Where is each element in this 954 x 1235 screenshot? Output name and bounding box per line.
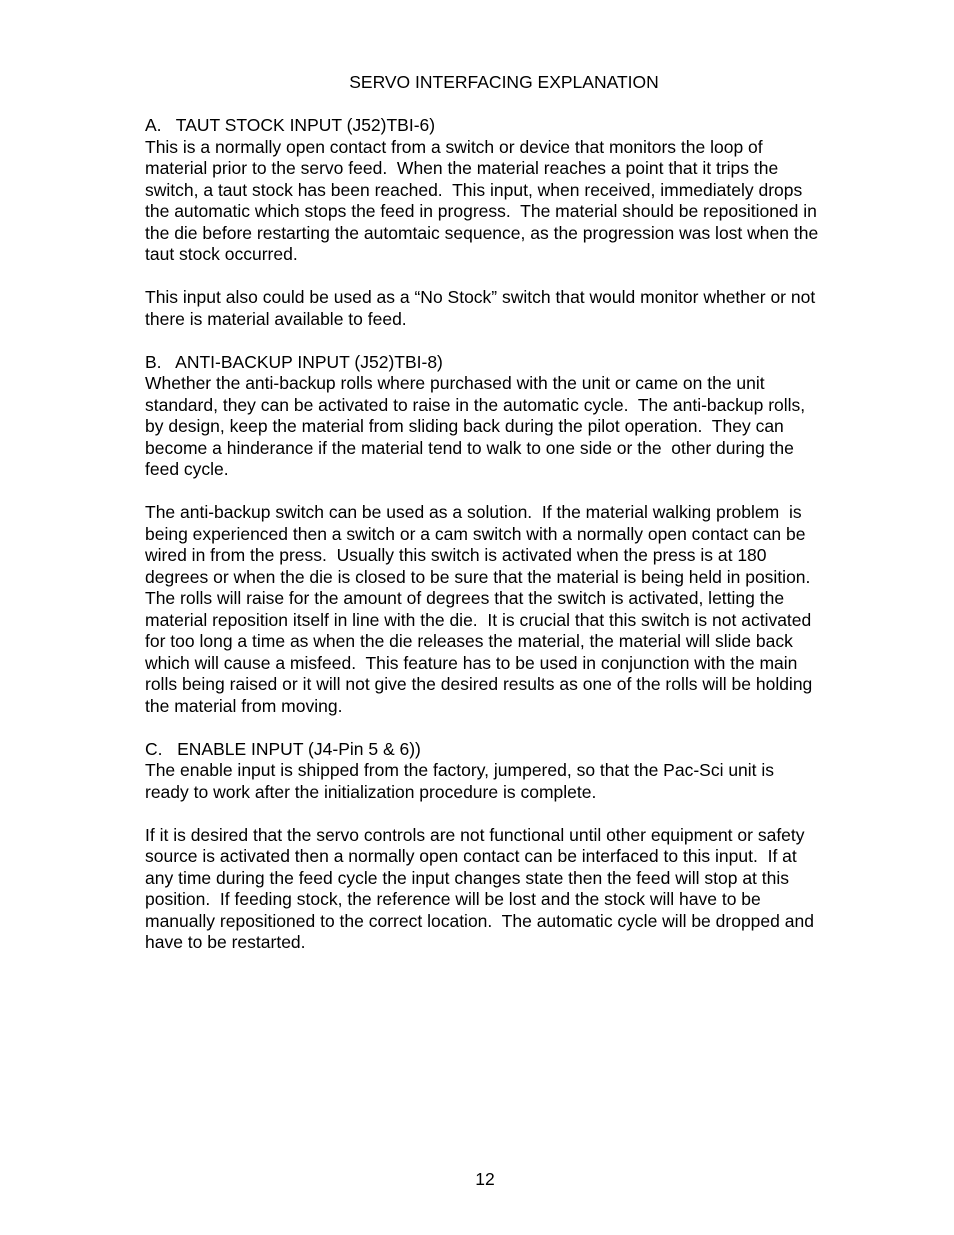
paragraph (145, 760, 875, 803)
page-number: 12 (475, 1169, 495, 1189)
text-line: ready to work after the initialization procedure is complete. (145, 781, 597, 802)
text-line: The enable input is shipped from the factory, jumpered, so that the Pac-Sci unit is (145, 760, 775, 780)
paragraph (145, 287, 875, 330)
section-gap (145, 717, 875, 739)
section-heading: A. TAUT STOCK INPUT (J52)TBI-6) (145, 115, 436, 135)
paragraph (145, 825, 875, 954)
text-line: which will cause a misfeed. This feature has to be used in conjunction with the main (145, 652, 798, 673)
document-body (145, 115, 875, 954)
text-line: source is activated then a normally open contact can be interfaced to this input. If at (145, 846, 797, 866)
text-line: This is a normally open contact from a switch or device that monitors the loop of (145, 136, 763, 157)
text-line: Whether the anti-backup rolls where purchased with the unit or came on the unit (145, 373, 765, 393)
text-line: material reposition itself in line with the die. It is crucial that this switch is not activated (145, 609, 812, 630)
page-title: SERVO INTERFACING EXPLANATION (349, 72, 659, 92)
paragraph (145, 502, 875, 717)
text-line: feed cycle. (145, 459, 229, 479)
text-line: This input also could be used as a “No Stock” switch that would monitor whether or not (145, 287, 816, 307)
text-line: If it is desired that the servo controls are not functional until other equipment or safety (145, 824, 805, 845)
text-line: wired in from the press. Usually this switch is activated when the press is at 180 (145, 545, 767, 565)
text-line: The rolls will raise for the amount of degrees that the switch is activated, letting the (145, 588, 785, 608)
section-gap (145, 330, 875, 352)
paragraph-gap (145, 266, 875, 288)
text-line: become a hinderance if the material tend to walk to one side or the other during the (145, 437, 794, 458)
text-line: The anti-backup switch can be used as a solution. If the material walking problem is (145, 502, 802, 522)
text-line: any time during the feed cycle the input changes state then the feed will stop at this (145, 867, 790, 888)
text-line: standard, they can be activated to raise in the automatic cycle. The anti-backup rolls, (145, 394, 806, 415)
text-line: position. If feeding stock, the reference will be lost and the stock will have to be (145, 889, 761, 909)
text-line: taut stock occurred. (145, 244, 298, 264)
paragraph-gap (145, 481, 875, 503)
text-line: being experienced then a switch or a cam switch with a normally open contact can be (145, 523, 806, 544)
paragraph (145, 137, 875, 266)
text-line: the die before restarting the automtaic sequence, as the progression was lost when the (145, 222, 819, 243)
text-line: material prior to the servo feed. When the material reaches a point that it trips the (145, 158, 779, 178)
text-line: for too long a time as when the die releases the material, the material will slide back (145, 631, 793, 651)
section-heading: B. ANTI-BACKUP INPUT (J52)TBI-8) (145, 351, 443, 372)
text-line: rolls being raised or it will not give the desired results as one of the rolls will be holding (145, 674, 813, 694)
text-line: the automatic which stops the feed in progress. The material should be repositioned in (145, 201, 817, 221)
text-line: there is material available to feed. (145, 308, 407, 329)
text-line: by design, keep the material from sliding back during the pilot operation. They can (145, 416, 784, 436)
paragraph (145, 373, 875, 481)
text-line: switch, a taut stock has been reached. This input, when received, immediately drops (145, 179, 803, 200)
text-line: degrees or when the die is closed to be sure that the material is being held in position. (145, 566, 811, 587)
text-line: manually repositioned to the correct location. The automatic cycle will be dropped and (145, 910, 814, 931)
paragraph-gap (145, 803, 875, 825)
section-heading: C. ENABLE INPUT (J4-Pin 5 & 6)) (145, 738, 421, 759)
text-line: have to be restarted. (145, 932, 306, 952)
text-line: the material from moving. (145, 695, 343, 716)
